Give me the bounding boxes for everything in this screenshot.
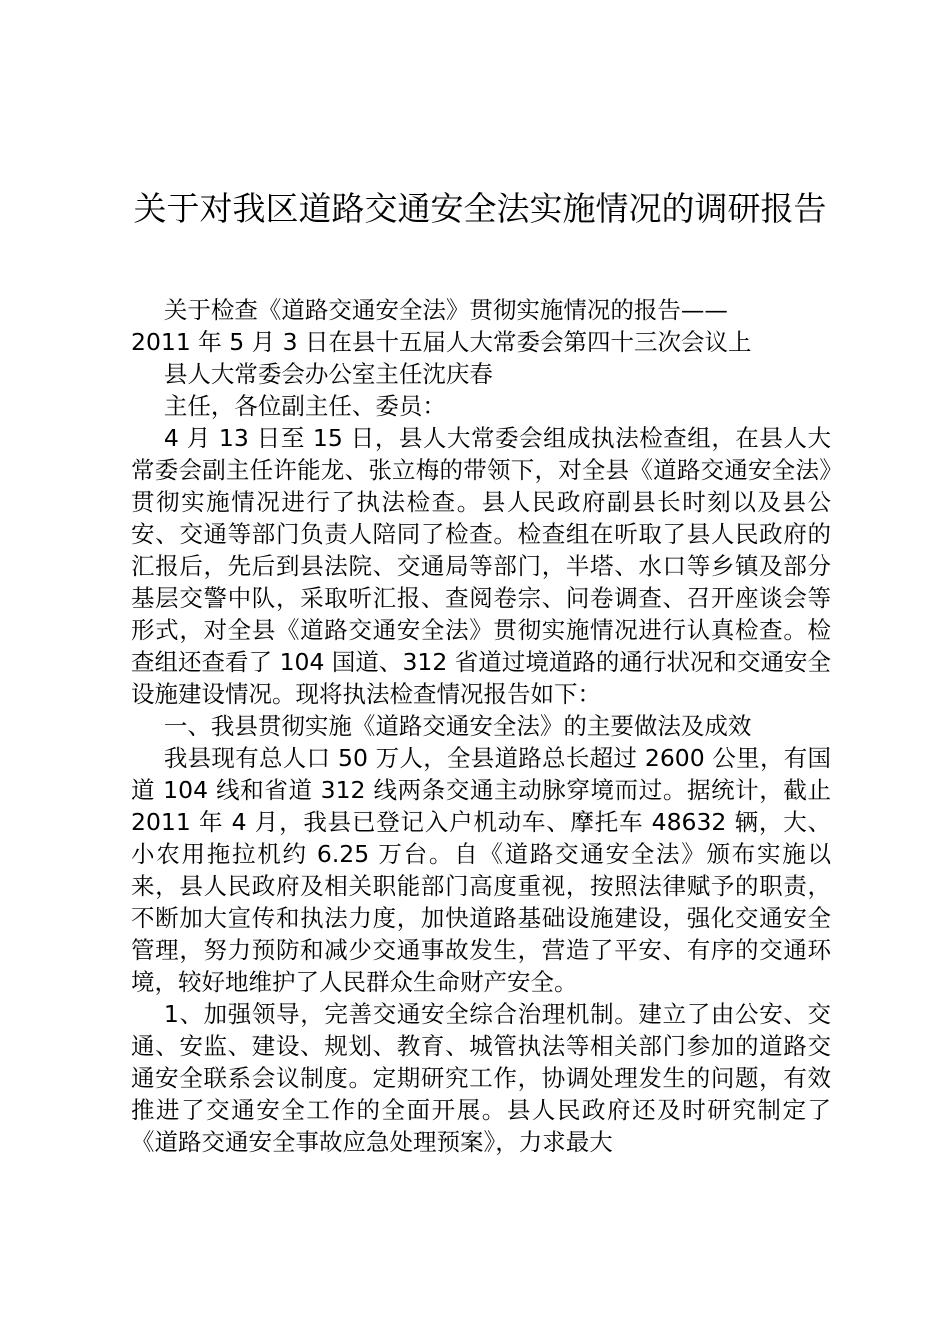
section-heading-1: 一、我县贯彻实施《道路交通安全法》的主要做法及成效	[163, 712, 752, 740]
paragraph-inspection: 4 月 13 日至 15 日，县人大常委会组成执法检查组，在县人大常委会副主任许能龙、张立梅的带领下，对全县《道路交通安全法》贯彻实施情况进行了执法检查。县人民政府副县长时刻以及县公安、交通等部门负责人陪同了检查。检查组在听取了县人民政府的汇报后，先后到县法院、交通局等部门，半塔、水口等乡镇及部分基层交警中队，采取听汇报、查阅卷宗、问卷调查、召开座谈会等形式，对全县《道路交通安全法》贯彻实施情况进行认真检查。检查组还查看了 104 国道、312 省道过境道路的通行状况和交通安全设施建设情况。现将执法检查情况报告如下：	[131, 424, 831, 708]
salutation: 主任，各位副主任、委员：	[163, 392, 446, 420]
report-subtitle: 关于检查《道路交通安全法》贯彻实施情况的报告——	[163, 296, 728, 324]
reporter-line: 县人大常委会办公室主任沈庆春	[163, 360, 493, 388]
document-body	[131, 294, 831, 1158]
meeting-info: 2011 年 5 月 3 日在县十五届人大常委会第四十三次会议上	[131, 328, 752, 356]
paragraph-leadership: 1、加强领导，完善交通安全综合治理机制。建立了由公安、交通、安监、建设、规划、教育、城管执法等相关部门参加的道路交通安全联系会议制度。定期研究工作，协调处理发生的问题，有效推进了交通安全工作的全面开展。县人民政府还及时研究制定了《道路交通安全事故应急处理预案》，力求最大	[131, 1000, 831, 1156]
document-title: 关于对我区道路交通安全法实施情况的调研报告	[133, 189, 827, 228]
paragraph-overview: 我县现有总人口 50 万人，全县道路总长超过 2600 公里，有国道 104 线和省道 312 线两条交通主动脉穿境而过。据统计，截止 2011 年 4 月，我县已登记入户机动车、摩托车 48632 辆，大、小农用拖拉机约 6.25 万台。自《道路交通安全法》颁布实施以来，县人民政府及相关职能部门高度重视，按照法律赋予的职责，不断加大宣传和执法力度，加快道路基础设施建设，强化交通安全管理，努力预防和减少交通事故发生，营造了平安、有序的交通环境，较好地维护了人民群众生命财产安全。	[131, 744, 831, 996]
